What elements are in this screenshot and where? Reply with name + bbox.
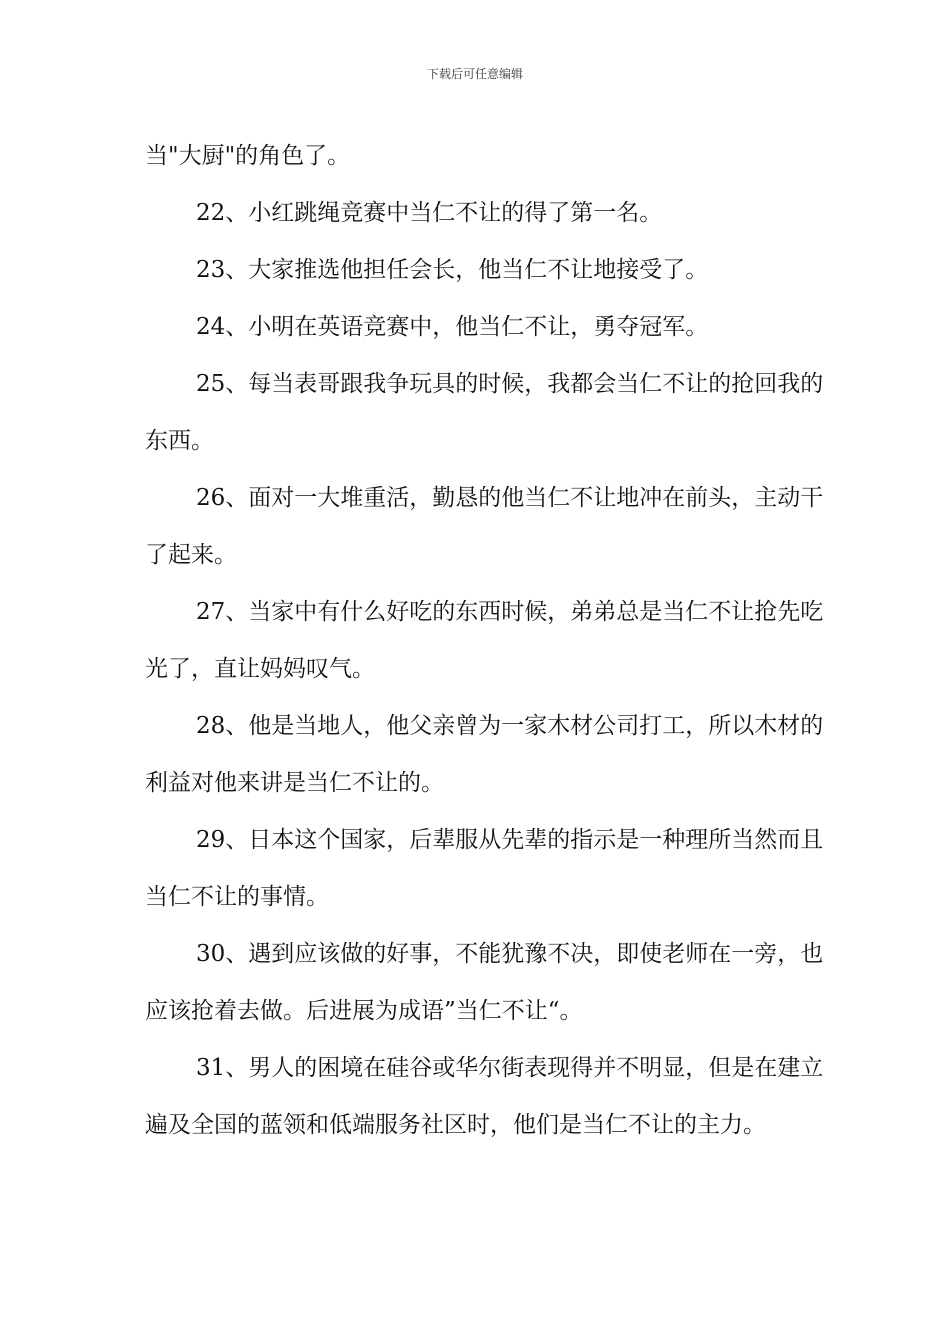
paragraph-30: 30、遇到应该做的好事，不能犹豫不决，即使老师在一旁，也应该抢着去做。后进展为成语”当仁不让“。 — [145, 941, 824, 1024]
paragraph-27: 27、当家中有什么好吃的东西时候，弟弟总是当仁不让抢先吃光了，直让妈妈叹气。 — [145, 599, 824, 682]
paragraph-26: 26、面对一大堆重活，勤恳的他当仁不让地冲在前头，主动干了起来。 — [145, 485, 824, 568]
paragraph-22: 22、小红跳绳竞赛中当仁不让的得了第一名。 — [196, 200, 663, 226]
page-header: 下载后可任意编辑 — [426, 67, 523, 81]
paragraph-23: 23、大家推选他担任会长，他当仁不让地接受了。 — [196, 257, 709, 283]
paragraph-25: 25、每当表哥跟我争玩具的时候，我都会当仁不让的抢回我的东西。 — [145, 371, 824, 454]
paragraph-continuation: 当"大厨"的角色了。 — [145, 143, 351, 169]
paragraph-31: 31、男人的困境在硅谷或华尔街表现得并不明显，但是在建立遍及全国的蓝领和低端服务社区时，他们是当仁不让的主力。 — [145, 1055, 824, 1138]
paragraph-29: 29、日本这个国家，后辈服从先辈的指示是一种理所当然而且当仁不让的事情。 — [145, 827, 824, 910]
paragraph-24: 24、小明在英语竞赛中，他当仁不让，勇夺冠军。 — [196, 314, 709, 340]
paragraph-28: 28、他是当地人，他父亲曾为一家木材公司打工，所以木材的利益对他来讲是当仁不让的。 — [145, 713, 824, 796]
body-text — [145, 128, 835, 1154]
